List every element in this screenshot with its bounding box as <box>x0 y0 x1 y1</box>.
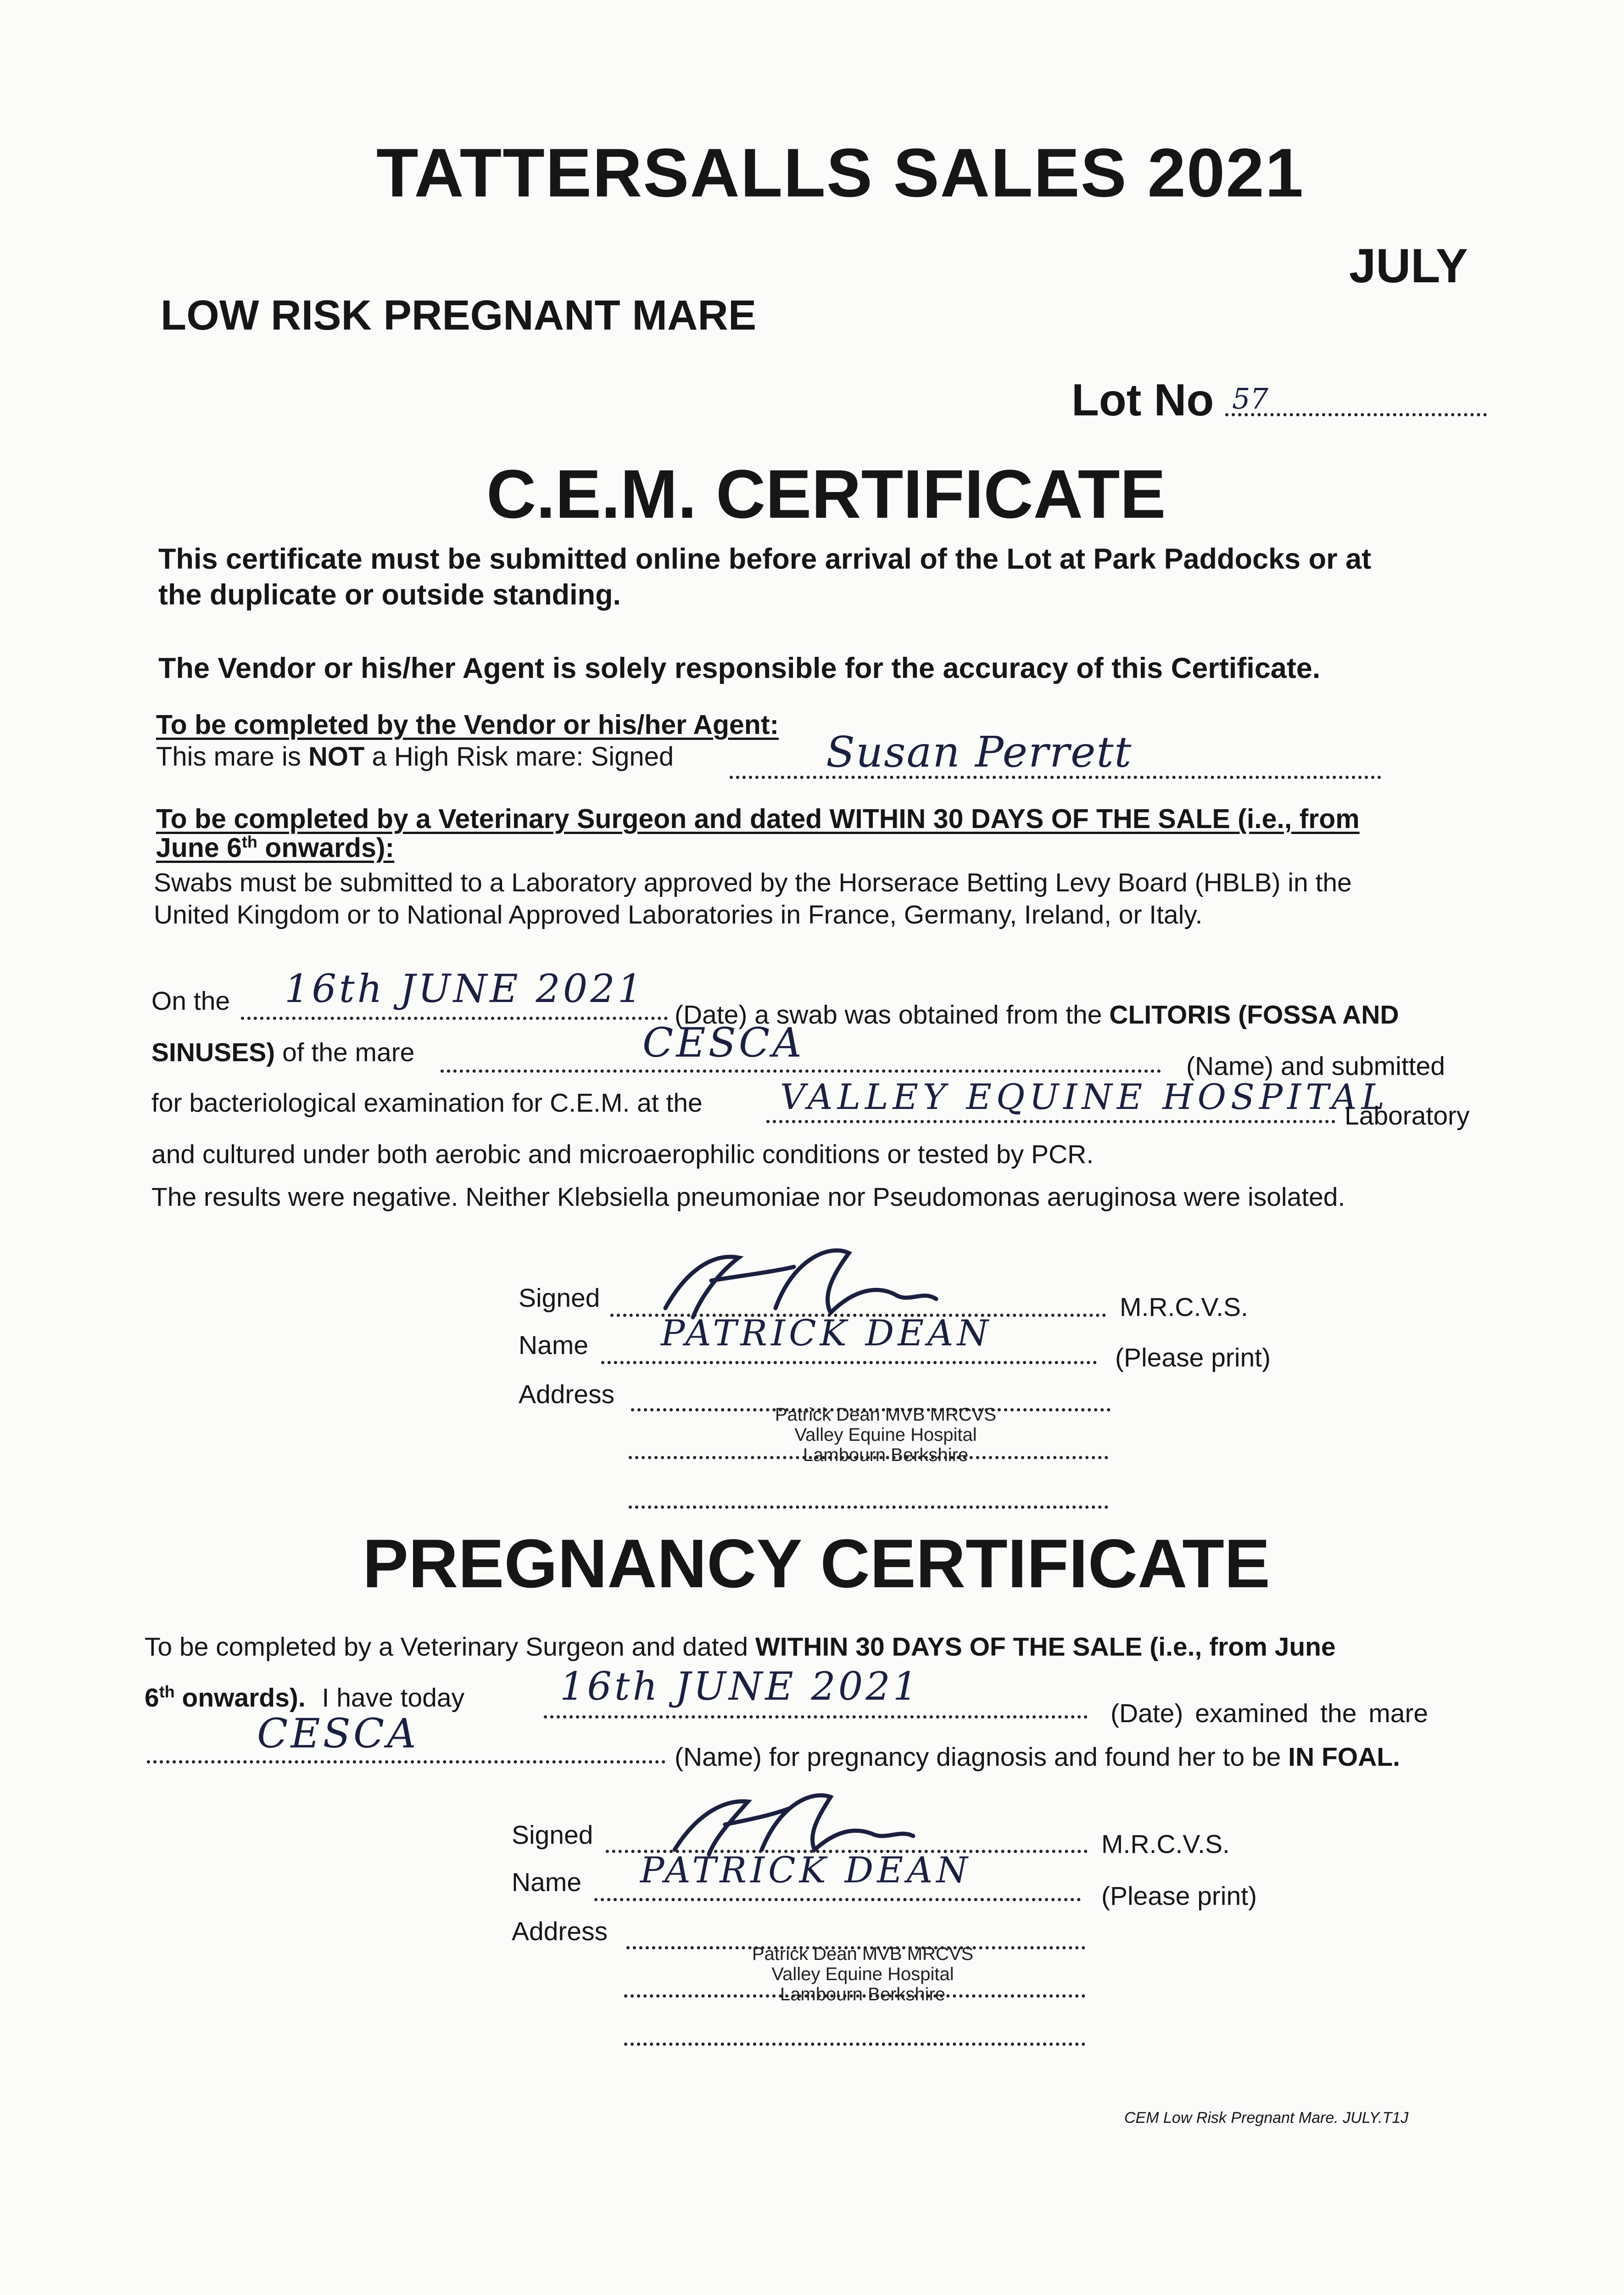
stamp-line: Lambourn Berkshire <box>780 1984 946 2004</box>
stamp-line: Valley Equine Hospital <box>771 1964 954 1984</box>
swab-requirement-line1: Swabs must be submitted to a Laboratory approved by the Horserace Betting Levy Board (HBLB) in the <box>154 868 1352 897</box>
cem-vet-address-stamp <box>743 1405 1028 1465</box>
vendor-prefix: This mare is <box>156 742 308 772</box>
vet-heading-onwards: onwards): <box>257 833 395 863</box>
cem-mrcvs-label: M.R.C.V.S. <box>1120 1293 1248 1322</box>
stamp-line: Valley Equine Hospital <box>794 1425 977 1445</box>
submission-notice-line1: This certificate must be submitted online before arrival of the Lot at Park Paddocks or at <box>158 543 1372 575</box>
cem-address-line3 <box>629 1506 1108 1509</box>
lab-name-handwritten: VALLEY EQUINE HOSPITAL <box>780 1076 1390 1117</box>
pregnancy-address-label: Address <box>512 1917 608 1946</box>
vet-section-heading-line1: To be completed by a Veterinary Surgeon and dated WITHIN 30 DAYS OF THE SALE (i.e., from <box>156 804 1360 834</box>
vendor-suffix: a High Risk mare: Signed <box>364 742 674 772</box>
pregnancy-onwards: onwards). <box>174 1683 306 1713</box>
pregnancy-mrcvs-label: M.R.C.V.S. <box>1101 1830 1230 1859</box>
cem-please-print: (Please print) <box>1115 1343 1271 1372</box>
of-the-mare-text: of the mare <box>275 1038 415 1067</box>
vendor-signature: Susan Perrett <box>826 728 1133 777</box>
clitoris-text: CLITORIS (FOSSA AND <box>1109 1000 1399 1030</box>
cem-date-handwritten: 16th JUNE 2021 <box>285 966 645 1011</box>
pregnancy-signed-label: Signed <box>512 1820 593 1850</box>
vet-section-heading-line2 <box>156 832 394 863</box>
cem-certificate-title: C.E.M. CERTIFICATE <box>486 455 1166 532</box>
pregnancy-6: 6 <box>145 1683 159 1713</box>
pregnancy-today: I have today <box>314 1683 465 1713</box>
lot-number-handwritten: 57 <box>1232 382 1268 415</box>
lab-name-line <box>766 1120 1335 1123</box>
pregnancy-name-line <box>594 1898 1081 1901</box>
stamp-line: Patrick Dean MVB MRCVS <box>775 1405 997 1425</box>
lot-label: Lot No <box>1072 375 1214 425</box>
pregnancy-line1 <box>145 1632 1336 1662</box>
name-submitted-text: (Name) and submitted <box>1186 1052 1445 1081</box>
pregnancy-line1-bold: WITHIN 30 DAYS OF THE SALE (i.e., from June <box>755 1632 1336 1662</box>
cem-mare-name-line <box>441 1069 1161 1073</box>
cem-vet-name-handwritten: PATRICK DEAN <box>661 1313 992 1354</box>
on-the-label: On the <box>151 986 230 1016</box>
in-foal-text: IN FOAL. <box>1288 1742 1400 1772</box>
date-swab-text: (Date) a swab was obtained from the <box>675 1000 1110 1030</box>
pregnancy-vet-name-handwritten: PATRICK DEAN <box>640 1850 971 1891</box>
pregnancy-date-line <box>544 1715 1088 1718</box>
sinuses-text: SINUSES) <box>151 1038 275 1067</box>
cem-signed-label: Signed <box>519 1283 600 1313</box>
vet-heading-sup: th <box>241 832 257 851</box>
vendor-statement <box>156 741 674 772</box>
pregnancy-line1-text: To be completed by a Veterinary Surgeon and dated <box>145 1632 755 1662</box>
results-text: The results were negative. Neither Klebsiella pneumoniae nor Pseudomonas aeruginosa were isolated. <box>151 1182 1345 1212</box>
sinuses-line <box>151 1037 414 1068</box>
cem-name-label: Name <box>519 1331 589 1360</box>
pregnancy-date-suffix: (Date) examined the mare <box>1111 1699 1429 1728</box>
responsibility-statement: The Vendor or his/her Agent is solely responsible for the accuracy of this Certificate. <box>158 652 1321 684</box>
submission-notice-line2: the duplicate or outside standing. <box>158 579 621 611</box>
vendor-not: NOT <box>308 742 365 772</box>
pregnancy-diagnosis-text: (Name) for pregnancy diagnosis and found her to be <box>675 1742 1289 1772</box>
sale-month: JULY <box>1349 239 1468 293</box>
cem-address-label: Address <box>519 1380 615 1409</box>
exam-prefix-text: for bacteriological examination for C.E.M. at the <box>151 1088 703 1118</box>
pregnancy-mare-name-handwritten: CESCA <box>257 1710 419 1757</box>
cultured-text: and cultured under both aerobic and microaerophilic conditions or tested by PCR. <box>151 1140 1094 1169</box>
pregnancy-please-print: (Please print) <box>1101 1881 1257 1911</box>
pregnancy-date-handwritten: 16th JUNE 2021 <box>560 1664 921 1709</box>
pregnancy-line2 <box>145 1682 464 1713</box>
pregnancy-certificate-title: PREGNANCY CERTIFICATE <box>363 1525 1270 1602</box>
page-title: TATTERSALLS SALES 2021 <box>376 134 1305 211</box>
form-code-footer: CEM Low Risk Pregnant Mare. JULY.T1J <box>1124 2109 1409 2127</box>
pregnancy-line3 <box>675 1742 1400 1772</box>
pregnancy-name-label: Name <box>512 1868 582 1897</box>
vet-heading-june: June 6 <box>156 833 242 863</box>
pregnancy-mare-name-line <box>147 1760 665 1763</box>
cem-name-line <box>601 1361 1097 1364</box>
swab-requirement-line2: United Kingdom or to National Approved Laboratories in France, Germany, Ireland, or Italy. <box>154 900 1203 929</box>
pregnancy-vet-address-stamp <box>730 1944 996 2004</box>
pregnancy-address-line3 <box>624 2043 1085 2046</box>
stamp-line: Patrick Dean MVB MRCVS <box>752 1944 974 1964</box>
cem-date-line <box>241 1017 668 1020</box>
laboratory-text: Laboratory <box>1345 1101 1470 1131</box>
stamp-line: Lambourn Berkshire <box>803 1445 969 1465</box>
form-subtitle: LOW RISK PREGNANT MARE <box>161 292 757 339</box>
cem-mare-name-handwritten: CESCA <box>642 1019 804 1066</box>
pregnancy-sup: th <box>159 1682 175 1701</box>
vendor-section-heading: To be completed by the Vendor or his/her Agent: <box>156 710 779 740</box>
